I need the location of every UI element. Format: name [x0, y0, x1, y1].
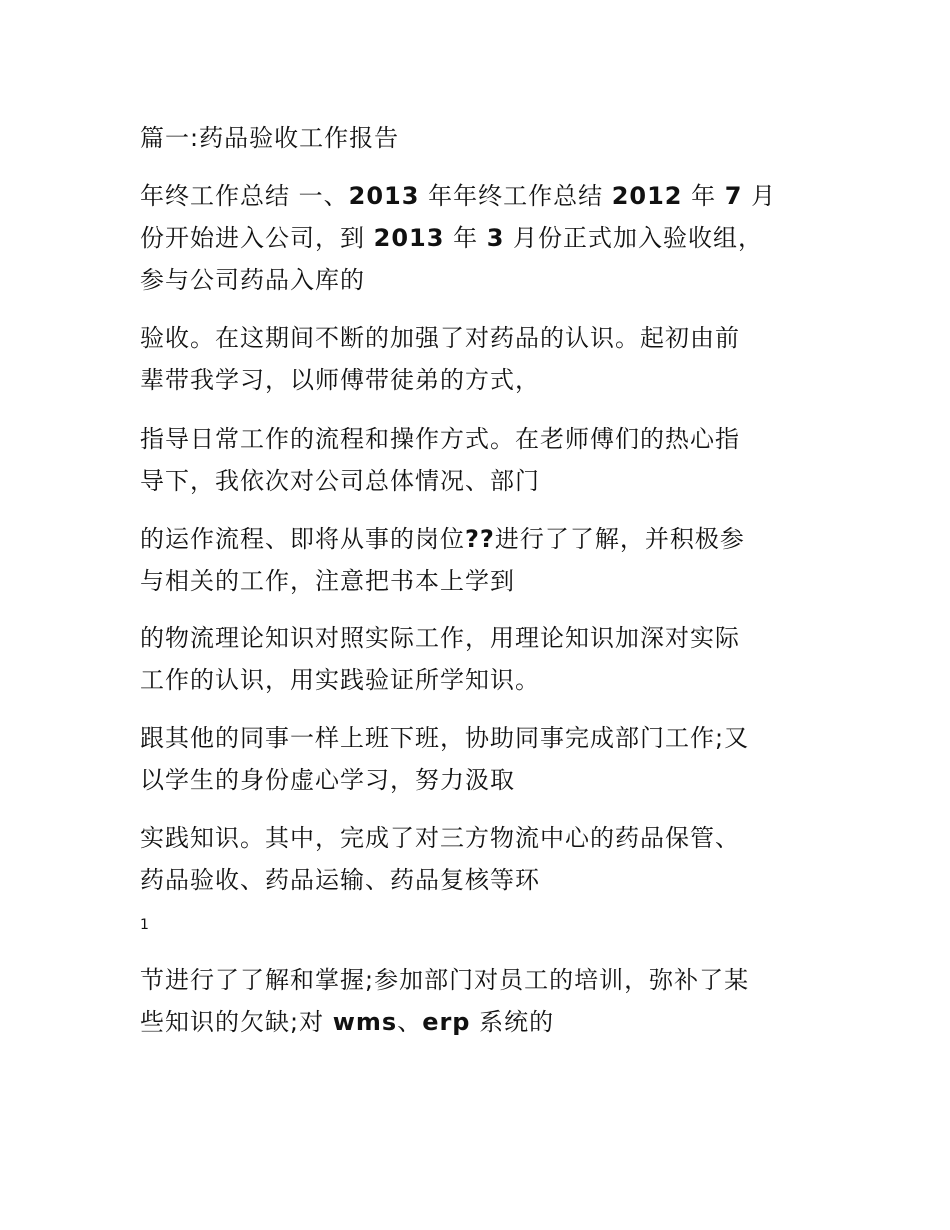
document-heading [140, 117, 820, 159]
paragraph-1-line-2: 份开始进入公司，到 2013 年 3 月份正式加入验收组， [140, 224, 764, 252]
paragraph-4-line-2: 与相关的工作，注意把书本上学到 [140, 567, 515, 595]
paragraph-6-line-2: 以学生的身份虚心学习，努力汲取 [140, 766, 515, 794]
paragraph-1 [140, 175, 820, 301]
paragraph-3-line-1: 指导日常工作的流程和操作方式。在老师傅们的热心指 [140, 425, 740, 453]
paragraph-8-line-2: 些知识的欠缺;对 wms、erp 系统的 [140, 1008, 555, 1036]
paragraph-4 [140, 518, 820, 602]
paragraph-8 [140, 959, 820, 1043]
paragraph-1-line-3: 参与公司药品入库的 [140, 266, 365, 294]
paragraph-2-line-2: 辈带我学习，以师傅带徒弟的方式， [140, 366, 540, 394]
paragraph-1-line-1: 年终工作总结 一、2013 年年终工作总结 2012 年 7 月 [140, 182, 777, 210]
paragraph-7-line-2: 药品验收、药品运输、药品复核等环 [140, 866, 540, 894]
paragraph-7-line-1: 实践知识。其中，完成了对三方物流中心的药品保管、 [140, 824, 740, 852]
page-number: 1 [140, 917, 149, 933]
paragraph-5 [140, 617, 820, 701]
paragraph-6 [140, 717, 820, 801]
paragraph-3 [140, 418, 820, 502]
paragraph-3-line-2: 导下，我依次对公司总体情况、部门 [140, 467, 540, 495]
paragraph-6-line-1: 跟其他的同事一样上班下班，协助同事完成部门工作;又 [140, 724, 750, 752]
paragraph-4-line-1: 的运作流程、即将从事的岗位??进行了了解，并积极参 [140, 525, 745, 553]
paragraph-7 [140, 817, 820, 901]
paragraph-8-line-1: 节进行了了解和掌握;参加部门对员工的培训，弥补了某 [140, 966, 750, 994]
paragraph-2 [140, 317, 820, 401]
heading-text: 篇一:药品验收工作报告 [140, 124, 400, 152]
paragraph-5-line-2: 工作的认识，用实践验证所学知识。 [140, 666, 540, 694]
paragraph-5-line-1: 的物流理论知识对照实际工作，用理论知识加深对实际 [140, 624, 740, 652]
paragraph-2-line-1: 验收。在这期间不断的加强了对药品的认识。起初由前 [140, 324, 740, 352]
